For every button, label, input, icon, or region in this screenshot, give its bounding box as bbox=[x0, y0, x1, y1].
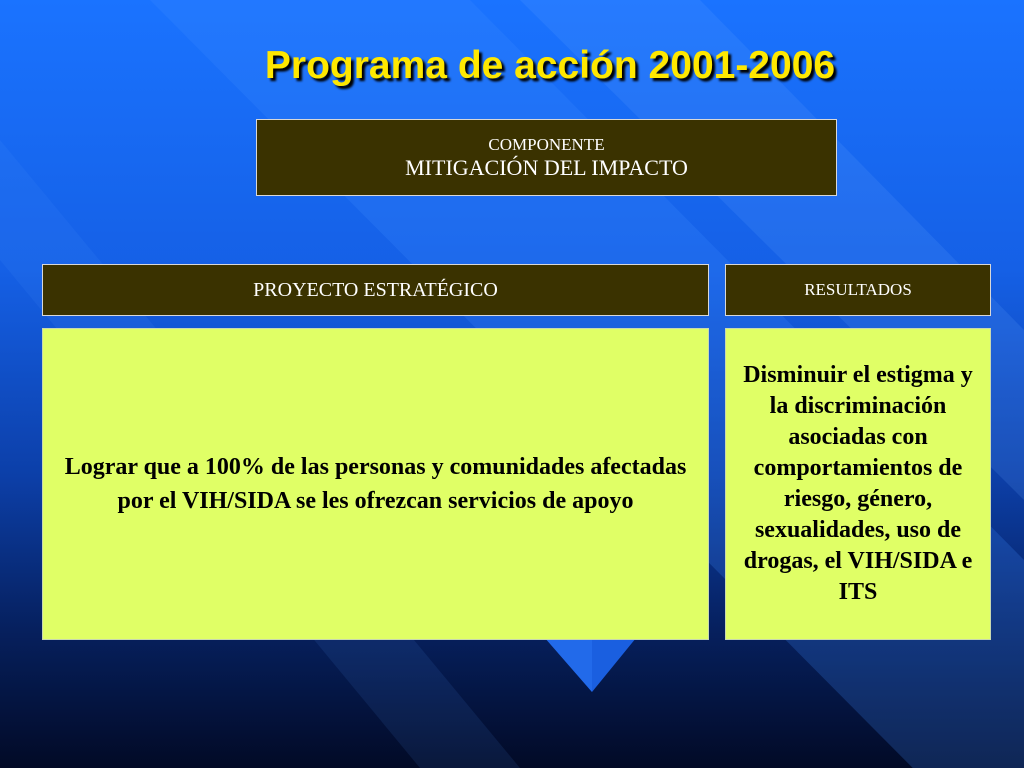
resultados-text: Disminuir el estigma y la discriminación asociadas con comportamientos de riesgo, género, sexualidades, uso de drogas, el VIH/SIDA e ITS bbox=[743, 362, 973, 605]
componente-box bbox=[256, 119, 837, 196]
componente-label: COMPONENTE bbox=[488, 134, 605, 154]
slide-title: Programa de acción 2001-2006 bbox=[264, 44, 836, 87]
proyecto-text: Lograr que a 100% de las personas y comunidades afectadas por el VIH/SIDA se les ofrezcan servicios de apoyo bbox=[64, 454, 687, 514]
resultados-header: RESULTADOS bbox=[725, 264, 991, 316]
proyecto-content bbox=[42, 328, 709, 640]
resultados-content bbox=[725, 328, 991, 640]
proyecto-header: PROYECTO ESTRATÉGICO bbox=[42, 264, 709, 316]
componente-value: MITIGACIÓN DEL IMPACTO bbox=[405, 154, 688, 180]
